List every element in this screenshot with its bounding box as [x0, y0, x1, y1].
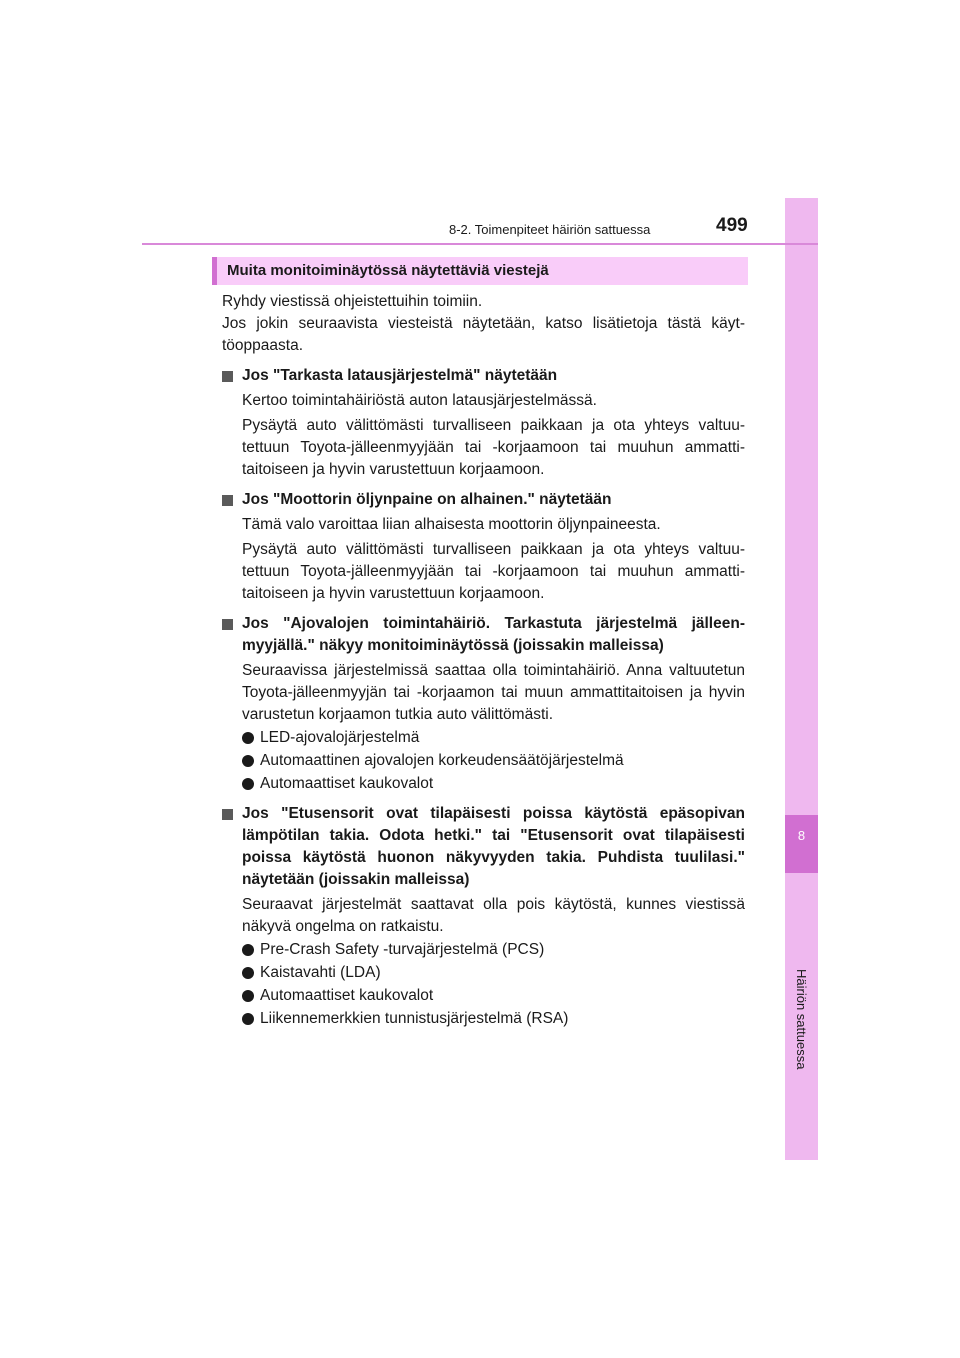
square-bullet-icon — [222, 619, 233, 630]
message-heading — [222, 613, 745, 657]
list-item-text: Automaattiset kaukovalot — [260, 987, 434, 1004]
square-bullet-icon — [222, 809, 233, 820]
message-heading — [222, 365, 745, 387]
message-description: Tämä valo varoittaa liian alhaisesta moottorin öljynpaineesta. — [242, 516, 661, 533]
list-item — [222, 939, 745, 961]
chapter-title: Häiriön sattuessa — [794, 969, 809, 1070]
section-title-bar — [212, 257, 748, 285]
intro-text: Jos jokin seuraavista viesteistä näytetään, katso lisätietoja tästä käyttöoppaasta. — [222, 315, 745, 354]
round-bullet-icon — [242, 944, 254, 956]
list-item-text: LED-ajovalojärjestelmä — [260, 729, 420, 746]
message-description: Seuraavat järjestelmät saattavat olla pois käytöstä, kunnes viestissä näkyvä ongelma on ratkaistu. — [242, 896, 745, 935]
round-bullet-icon — [242, 778, 254, 790]
list-item — [222, 750, 745, 772]
round-bullet-icon — [242, 732, 254, 744]
list-item-text: Pre-Crash Safety -turvajärjestelmä (PCS) — [260, 941, 545, 958]
intro-text: Ryhdy viestissä ohjeistettuihin toimiin. — [222, 293, 483, 310]
message-heading-text: Jos "Etusensorit ovat tilapäisesti poissa käytöstä epäsopivan lämpötilan takia. Odota hetki." tai "Etusensorit ovat tilapäisesti poissa käytöstä huonon näkyvyyden takia. Puhdista tuulilasi." näytetään (joissakin malleissa) — [242, 805, 745, 888]
running-header: 8-2. Toimenpiteet häiriön sattuessa — [449, 222, 651, 237]
list-item — [222, 1008, 745, 1030]
message-heading-text: Jos "Tarkasta latausjärjestelmä" näytetään — [242, 367, 558, 384]
square-bullet-icon — [222, 495, 233, 506]
list-item — [222, 962, 745, 984]
section-title: Muita monitoiminäytössä näytettäviä viestejä — [227, 262, 549, 279]
list-item — [222, 985, 745, 1007]
message-heading — [222, 803, 745, 891]
message-heading-text: Jos "Ajovalojen toimintahäiriö. Tarkastuta järjestelmä jälleenmyyjällä." näkyy monitoiminäytössä (joissakin malleissa) — [242, 615, 745, 654]
page-content — [222, 291, 745, 1030]
chapter-number-tab — [785, 815, 818, 873]
message-instruction: Pysäytä auto välittömästi turvalliseen paikkaan ja ota yhteys valtuutettuun Toyota-jälleenmyyjään tai -korjaamoon tai muuhun ammattitaitoiseen ja hyvin varustettuun korjaamoon. — [242, 541, 745, 602]
square-bullet-icon — [222, 371, 233, 382]
round-bullet-icon — [242, 1013, 254, 1025]
chapter-number: 8 — [797, 828, 806, 843]
list-item — [222, 727, 745, 749]
message-instruction: Pysäytä auto välittömästi turvalliseen paikkaan ja ota yhteys valtuutettuun Toyota-jälleenmyyjään tai -korjaamoon tai muuhun ammattitaitoiseen ja hyvin varustettuun korjaamoon. — [242, 417, 745, 478]
list-item — [222, 773, 745, 795]
list-item-text: Automaattinen ajovalojen korkeudensäätöjärjestelmä — [260, 752, 624, 769]
header-rule — [142, 243, 818, 245]
round-bullet-icon — [242, 967, 254, 979]
list-item-text: Kaistavahti (LDA) — [260, 964, 381, 981]
message-heading — [222, 489, 745, 511]
round-bullet-icon — [242, 755, 254, 767]
message-heading-text: Jos "Moottorin öljynpaine on alhainen." näytetään — [242, 491, 612, 508]
page-number: 499 — [716, 215, 748, 236]
round-bullet-icon — [242, 990, 254, 1002]
list-item-text: Liikennemerkkien tunnistusjärjestelmä (RSA) — [260, 1010, 569, 1027]
message-description: Kertoo toimintahäiriöstä auton latausjärjestelmässä. — [242, 392, 597, 409]
message-description: Seuraavissa järjestelmissä saattaa olla toimintahäiriö. Anna valtuutetun Toyota-jälleenmyyjän tai -korjaamon tai muun ammattitaitoisen ja hyvin varustetun korjaamon tutkia auto välittömästi. — [242, 662, 745, 723]
list-item-text: Automaattiset kaukovalot — [260, 775, 434, 792]
